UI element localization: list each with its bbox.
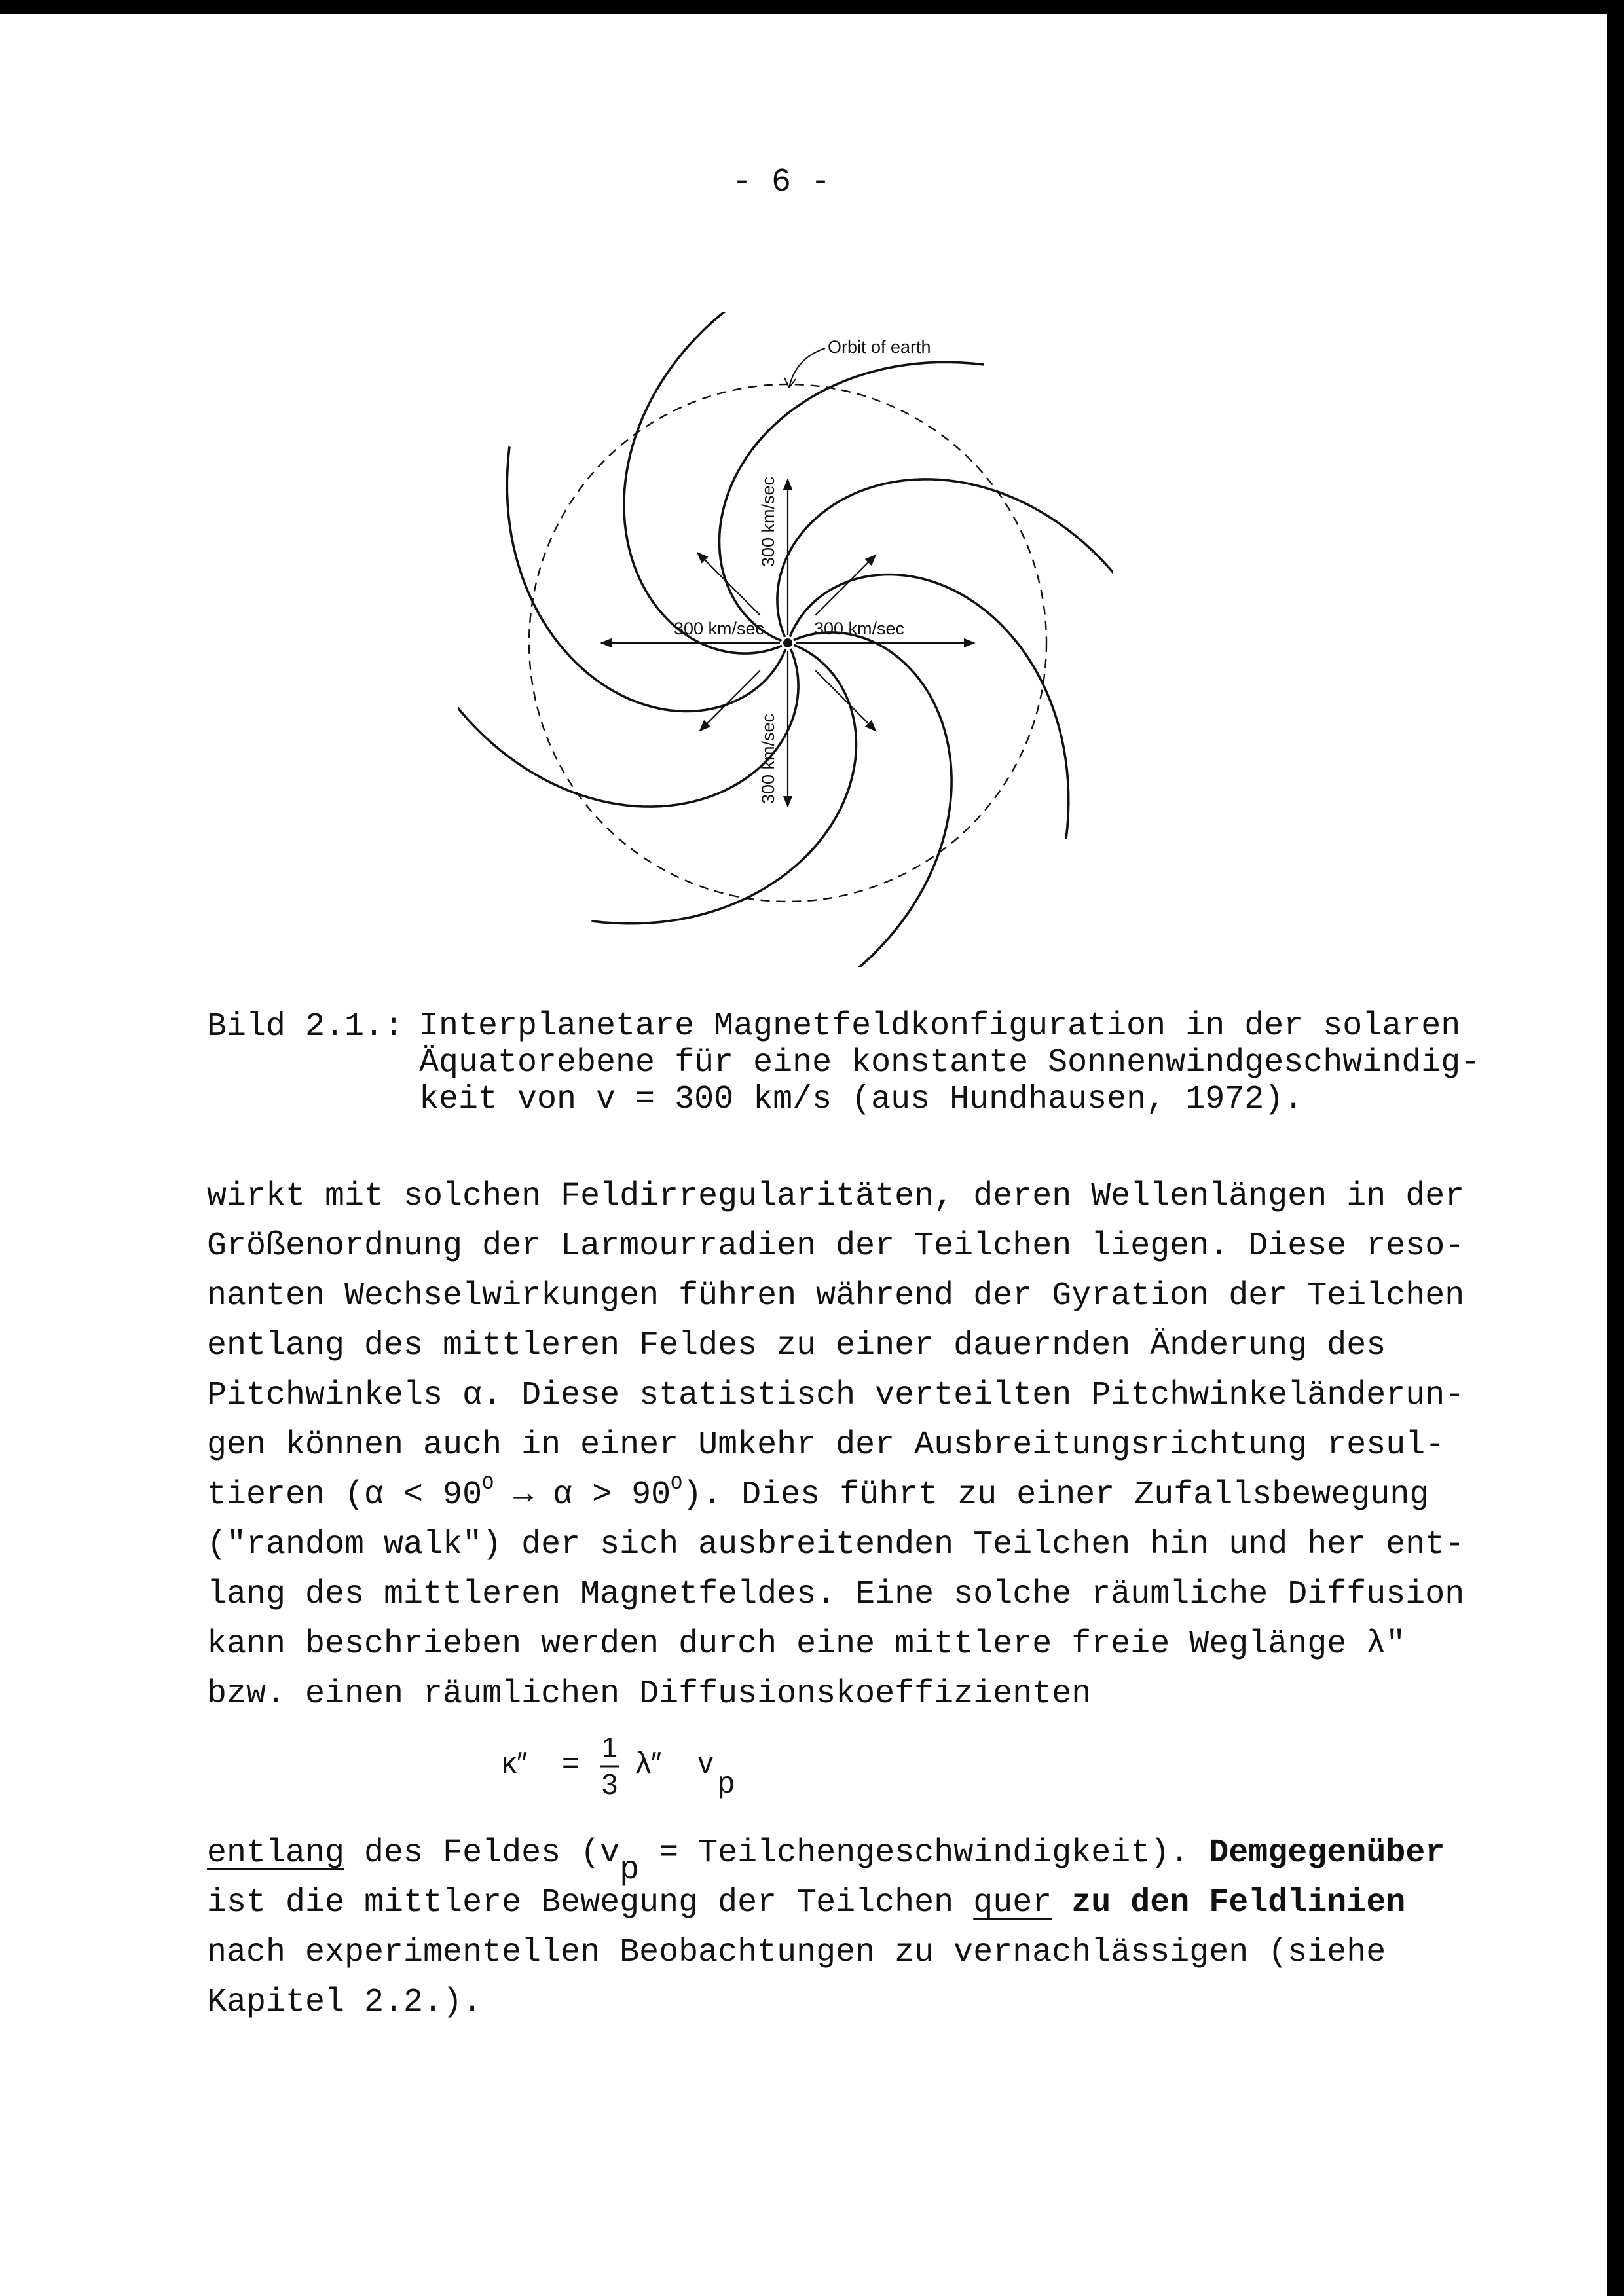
text-fragment: des Feldes (v bbox=[344, 1834, 620, 1872]
body-paragraph-1 bbox=[207, 1172, 1464, 1719]
page-number: - 6 - bbox=[732, 164, 831, 201]
text-fragment: → α > 90 bbox=[494, 1476, 671, 1514]
arrow-down-left bbox=[700, 670, 760, 731]
text-line bbox=[207, 1878, 1445, 1927]
speed-label-right: 300 km/sec bbox=[813, 619, 905, 638]
body-paragraph-2 bbox=[207, 1828, 1445, 2027]
speed-label-up: 300 km/sec bbox=[758, 476, 778, 568]
arrow-down-right bbox=[815, 670, 876, 731]
text-line bbox=[207, 1470, 1464, 1520]
formula-v: v bbox=[698, 1745, 713, 1779]
degree-superscript: O bbox=[671, 1473, 683, 1495]
text-line: Kapitel 2.2.). bbox=[207, 1984, 483, 2021]
underlined-word: entlang bbox=[207, 1834, 345, 1872]
field-line bbox=[794, 632, 951, 967]
formula-equals: = bbox=[562, 1745, 580, 1779]
text-line: bzw. einen räumlichen Diffusionskoeffizienten bbox=[207, 1675, 1092, 1713]
arrow-up-right bbox=[815, 555, 876, 615]
text-fragment: = Teilchengeschwindigkeit). bbox=[639, 1834, 1190, 1872]
text-line: nach experimentellen Beobachtungen zu vernachlässigen (siehe bbox=[207, 1934, 1386, 1971]
text-line: wirkt mit solchen Feldirregularitäten, deren Wellenlängen in der bbox=[207, 1178, 1465, 1215]
text-line: nanten Wechselwirkungen führen während der Gyration der Teilchen bbox=[207, 1277, 1465, 1315]
formula-subscript-p: p bbox=[718, 1765, 735, 1799]
field-line bbox=[591, 645, 856, 923]
formula-kappa: κ″ bbox=[502, 1745, 528, 1779]
orbit-label-leader bbox=[789, 348, 825, 388]
document-page bbox=[0, 14, 1607, 2296]
text-fragment: ). Dies führt zu einer Zufallsbewegung bbox=[682, 1476, 1430, 1514]
field-line bbox=[507, 446, 785, 711]
field-line bbox=[790, 575, 1068, 839]
text-line bbox=[207, 1828, 1445, 1889]
caption-label: Bild 2.1.: bbox=[207, 1008, 404, 1046]
text-line: Größenordnung der Larmourradien der Teilchen liegen. Diese reso- bbox=[207, 1228, 1465, 1265]
text-fragment: ist die mittlere Bewegung der Teilchen bbox=[207, 1884, 974, 1922]
text-fragment: zu den Feldlinien bbox=[1052, 1884, 1406, 1922]
caption-line: keit von v = 300 km/s (aus Hundhausen, 1972). bbox=[419, 1081, 1304, 1118]
diffusion-formula bbox=[502, 1728, 895, 1807]
figure-caption bbox=[419, 1008, 1480, 1118]
caption-line: Interplanetare Magnetfeldkonfiguration in der solaren bbox=[419, 1008, 1461, 1045]
text-line: gen können auch in einer Umkehr der Ausbreitungsrichtung resul- bbox=[207, 1427, 1445, 1464]
formula-numerator: 1 bbox=[601, 1732, 618, 1764]
speed-label-left: 300 km/sec bbox=[673, 619, 765, 638]
text-line: ("random walk") der sich ausbreitenden Teilchen hin und her ent- bbox=[207, 1526, 1465, 1563]
caption-line: Äquatorebene für eine konstante Sonnenwindgeschwindig- bbox=[419, 1044, 1481, 1082]
formula-lambda: λ″ bbox=[636, 1745, 662, 1779]
text-fragment: tieren (α < 90 bbox=[207, 1476, 483, 1514]
subscript-p: p bbox=[619, 1851, 640, 1889]
formula-denominator: 3 bbox=[601, 1768, 618, 1800]
underlined-word: quer bbox=[973, 1884, 1052, 1922]
orbit-label: Orbit of earth bbox=[828, 337, 931, 357]
magnetic-field-spiral-figure bbox=[458, 312, 1113, 967]
text-fragment: Demgegenüber bbox=[1189, 1834, 1445, 1872]
field-line bbox=[458, 649, 798, 807]
text-line: Pitchwinkels α. Diese statistisch verteilten Pitchwinkeländerun- bbox=[207, 1377, 1465, 1414]
sun-center-dot bbox=[783, 638, 792, 647]
text-line: kann beschrieben werden durch eine mittlere freie Weglänge λ″ bbox=[207, 1626, 1406, 1663]
text-line: entlang des mittleren Feldes zu einer dauernden Änderung des bbox=[207, 1327, 1386, 1364]
arrow-up-left bbox=[697, 553, 760, 615]
field-line bbox=[777, 479, 1113, 637]
speed-label-down: 300 km/sec bbox=[758, 713, 778, 805]
degree-superscript: O bbox=[482, 1473, 494, 1495]
text-line: lang des mittleren Magnetfeldes. Eine solche räumliche Diffusion bbox=[207, 1576, 1465, 1613]
